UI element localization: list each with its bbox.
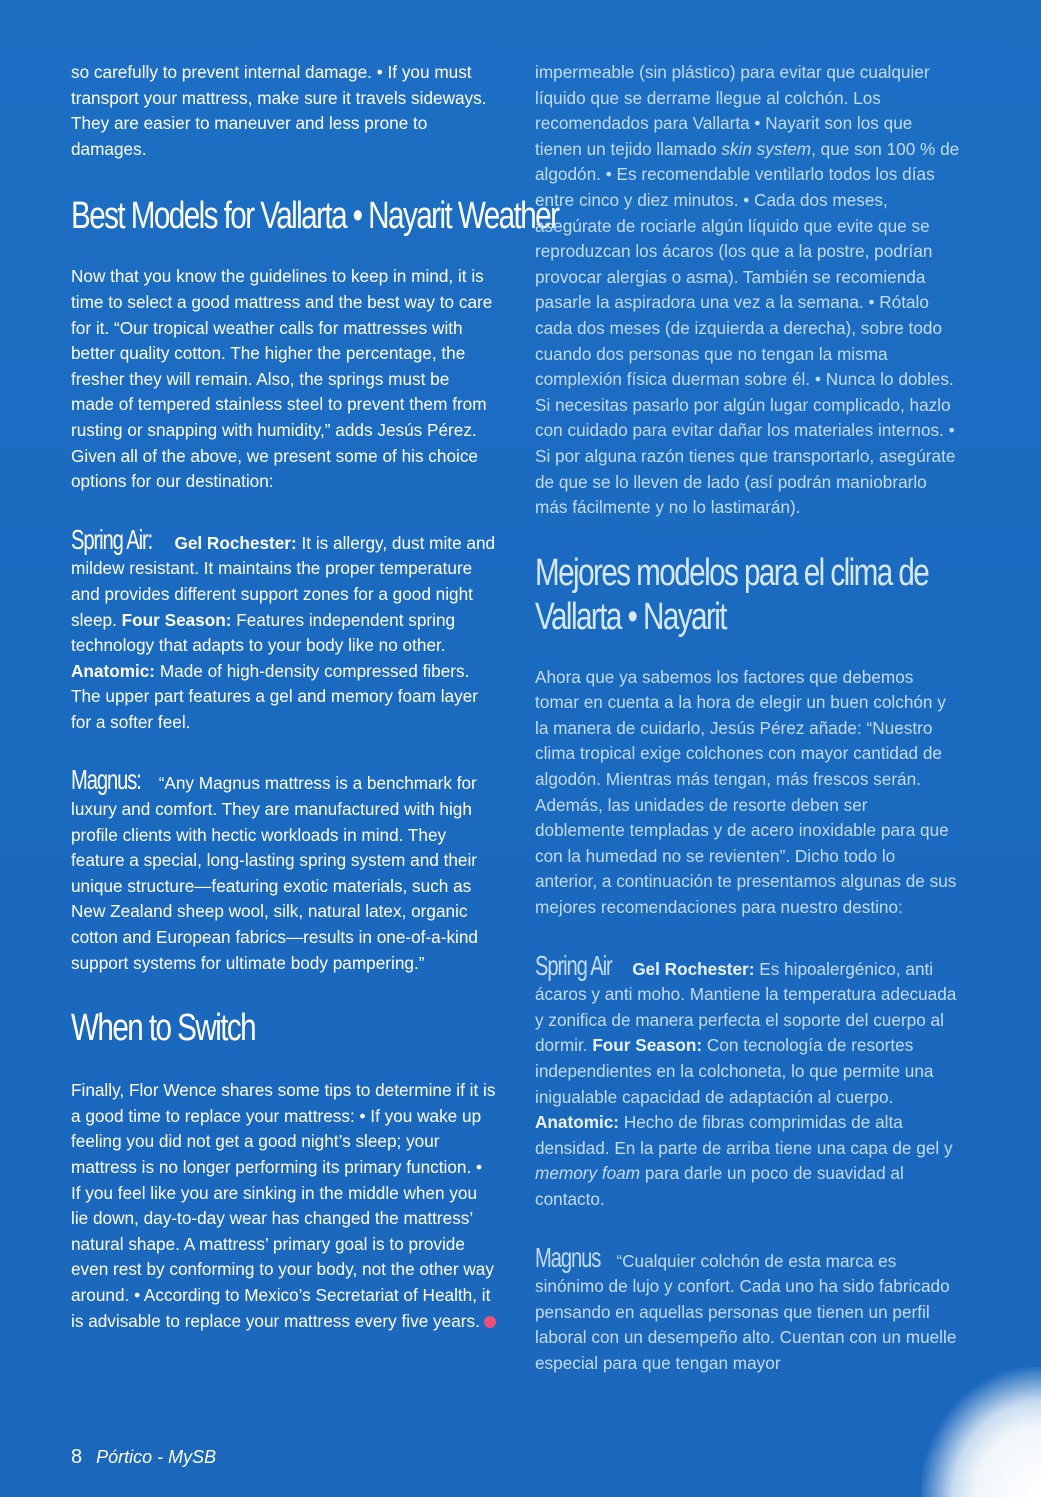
magnus-brand: Magnus: bbox=[71, 764, 141, 796]
memory-foam-term: memory foam bbox=[535, 1163, 641, 1184]
spanish-paragraph-factores: Ahora que ya sabemos los factores que debemos tomar en cuenta a la hora de elegir un buen colchón y la manera de cuidarlo, Jesús Pérez añade: “Nuestro clima tropical exige colchones con mayor cantidad de algodón. Mientras más tengan, más frescos serán. Además, las unidades de resorte deben ser doblemente templadas y de acero inoxidable para que con la humedad no se revienten”. Dicho todo lo anterior, a continuación te presentamos algunas de sus mejores recomendaciones para nuestro destino: bbox=[535, 666, 957, 918]
four-season-text: Features independent spring technology that adapts to your body like no other. bbox=[71, 609, 456, 656]
magnus-text: “Any Magnus mattress is a benchmark for luxury and comfort. They are manufactured with high profile clients with hectic workloads in mind. They feature a special, long-lasting spring system and their unique structure—featuring exotic materials, such as New Zealand sheep wool, silk, natural latex, organic cotton and European fabrics—results in one-of-a-kind support systems for ultimate body pampering.” bbox=[71, 773, 478, 973]
spanish-gel-rochester-label: Gel Rochester: bbox=[632, 958, 755, 979]
spanish-magnus-section bbox=[535, 1241, 960, 1377]
english-column bbox=[71, 60, 559, 1334]
spanish-four-season-label: Four Season: bbox=[592, 1035, 703, 1056]
english-heading-when-to-switch: When to Switch bbox=[71, 1007, 256, 1050]
gel-rochester-text: It is allergy, dust mite and mildew resistant. It maintains the proper temperature and provides different support zones for a good night sleep. bbox=[71, 532, 496, 630]
spanish-heading-line2: Vallarta • Nayarit bbox=[535, 595, 726, 638]
english-paragraph-guidelines: Now that you know the guidelines to keep in mind, it is time to select a good mattress and the best way to care for it. “Our tropical weather calls for mattresses with better quality cotton. The higher the percentage, the fresher they will remain. Also, the springs must be made of tempered stainless steel to prevent them from rusting or snapping with humidity,” adds Jesús Pérez. Given all of the above, we present some of his choice options for our destination: bbox=[71, 266, 493, 492]
cloud-decoration bbox=[921, 1367, 1041, 1497]
english-intro: so carefully to prevent internal damage. • If you must transport your mattress, make sure it travels sideways. They are easier to maneuver and less prone to damages. bbox=[71, 62, 487, 159]
page-number: 8 bbox=[71, 1446, 83, 1468]
spanish-heading-line1: Mejores modelos para el clima de bbox=[535, 551, 929, 594]
gel-rochester-label: Gel Rochester: bbox=[174, 532, 297, 553]
spanish-magnus-text: “Cualquier colchón de esta marca es sinónimo de lujo y confort. Cada uno ha sido fabricado pensando en aquellas personas que tienen un perfil laboral con un desempeño alto. Cuentan con un muelle especial para que tengan mayor bbox=[535, 1250, 957, 1373]
spanish-heading-mejores-modelos bbox=[535, 551, 929, 639]
spring-air-brand: Spring Air: bbox=[71, 523, 153, 555]
switch-text: Finally, Flor Wence shares some tips to determine if it is a good time to replace your mattress: • If you wake up feeling you did not get a good night’s sleep; your mattress is no longer performing its primary function. • If you feel like you are sinking in the middle when you lie down, day-to-day wear has changed the mattress’ natural shape. A mattress’ primary goal is to provide even rest by conforming to your body, not the other way around. • According to Mexico’s Secretariat of Health, it is advisable to replace your mattress every five years. bbox=[71, 1080, 496, 1331]
anatomic-label: Anatomic: bbox=[71, 660, 156, 681]
four-season-label: Four Season: bbox=[121, 609, 232, 630]
spanish-intro-b: , que son 100 % de algodón. • Es recomendable ventilarlo todos los días entre cinco y diez minutos. • Cada dos meses, asegúrate de rociarle algún líquido que evite que se reproduzcan los ácaros (los que a la postre, podrían provocar alergias o asma). También se recomienda pasarle la aspiradora una vez a la semana. • Rótalo cada dos meses (de izquierda a derecha), sobre todo cuando dos personas que no tengan la misma complexión física duerman sobre él. • Nunca lo dobles. Si necesitas pasarlo por algún lugar complicado, hazlo con cuidado para evitar dañar los materiales internos. • Si por alguna razón tienes que transportarlo, asegúrate de que se lo lleven de lado (así podrán maniobrarlo más fácilmente y no lo lastimarán). bbox=[535, 138, 960, 518]
skin-system-term: skin system bbox=[721, 138, 812, 159]
spanish-intro-a: impermeable (sin plástico) para evitar que cualquier líquido que se derrame llegue al colchón. Los recomendados para Vallarta • Nayarit son los que tienen un tejido llamado bbox=[535, 62, 930, 159]
spanish-column bbox=[535, 60, 960, 1377]
spanish-spring-air-brand: Spring Air bbox=[535, 949, 612, 981]
english-magnus-section bbox=[71, 764, 496, 976]
spanish-anatomic-text: Hecho de fibras comprimidas de alta densidad. En la parte de arriba tiene una capa de gel y bbox=[535, 1112, 953, 1158]
anatomic-text: Made of high-density compressed fibers. The upper part features a gel and memory foam layer for a softer feel. bbox=[71, 660, 478, 732]
spanish-gel-rochester-text: Es hipoalergénico, anti ácaros y anti moho. Mantiene la temperatura adecuada y zonifica de manera perfecta el soporte del cuerpo al dormir. bbox=[535, 958, 957, 1056]
spanish-four-season-text: Con tecnología de resortes independientes en la colchoneta, lo que permite una inigualable capacidad de adaptación al cuerpo. bbox=[535, 1035, 934, 1107]
english-spring-air-section bbox=[71, 523, 496, 736]
page-footer bbox=[71, 1446, 216, 1469]
spanish-spring-air-section bbox=[535, 949, 960, 1213]
publication-name: Pórtico - MySB bbox=[96, 1447, 217, 1467]
spanish-anatomic-label: Anatomic: bbox=[535, 1112, 620, 1133]
end-of-article-dot-icon bbox=[484, 1316, 496, 1328]
spanish-magnus-brand: Magnus bbox=[535, 1241, 601, 1273]
english-paragraph-switch bbox=[71, 1078, 496, 1334]
spanish-intro bbox=[535, 60, 960, 521]
spanish-anatomic-end: para darle un poco de suavidad al contacto. bbox=[535, 1163, 904, 1209]
english-heading-best-models: Best Models for Vallarta • Nayarit Weather bbox=[71, 195, 559, 238]
